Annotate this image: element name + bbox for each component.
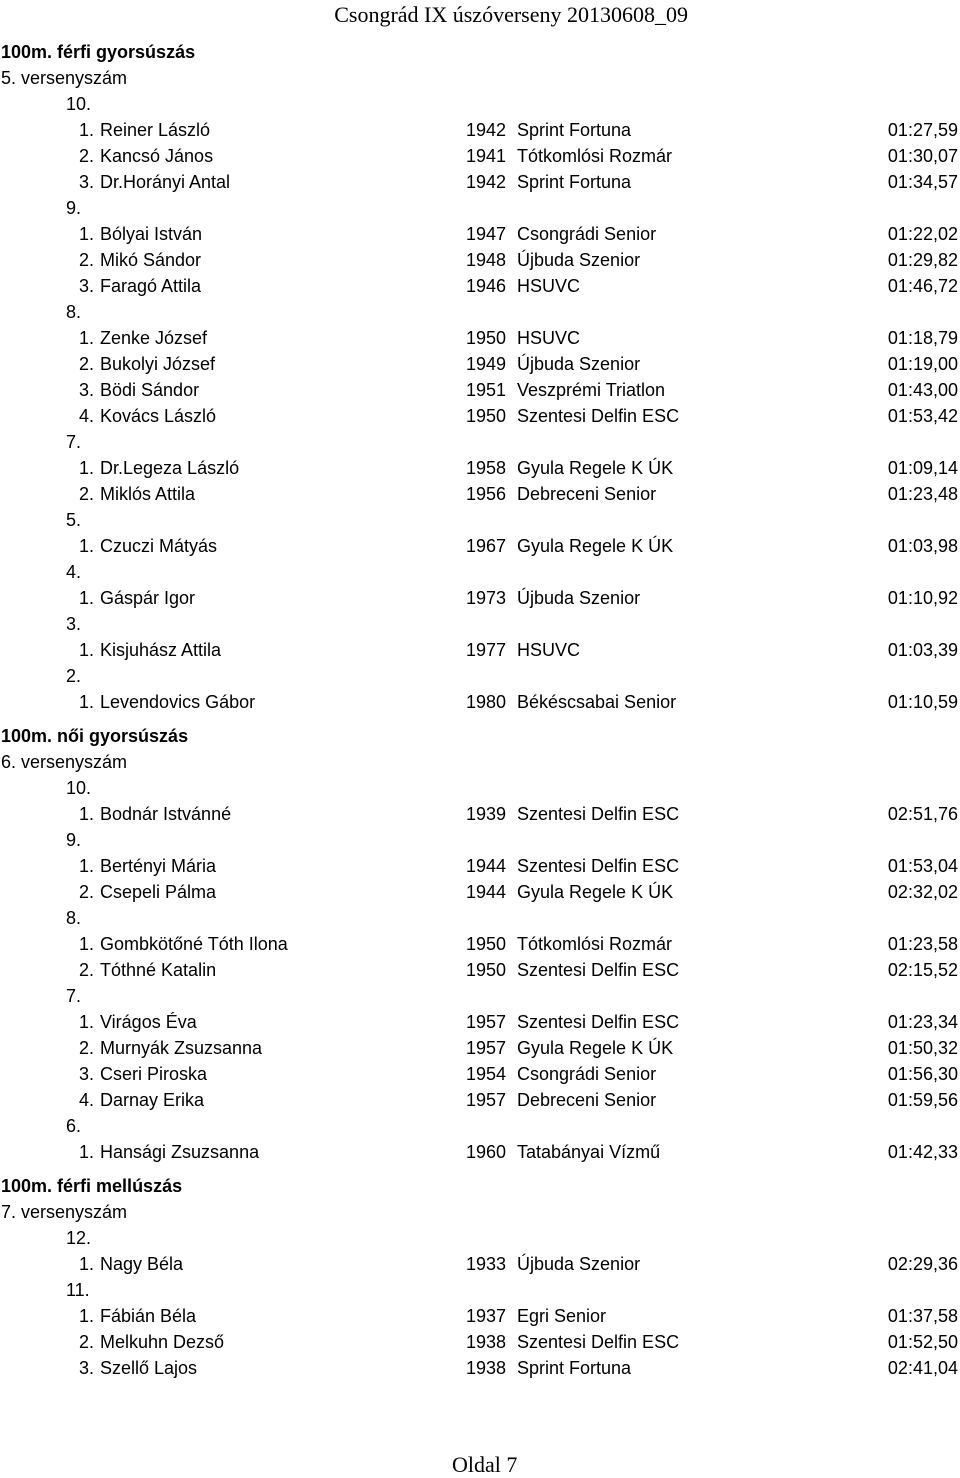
birth-year: 1957 — [466, 1012, 507, 1032]
result-place: 4. — [79, 406, 95, 426]
result-place: 2. — [79, 960, 95, 980]
club-name: Újbuda Szenior — [517, 250, 641, 270]
result-row — [0, 351, 960, 377]
result-row — [0, 169, 960, 195]
result-row — [0, 481, 960, 507]
age-group-label: 4. — [66, 562, 82, 582]
result-place: 2. — [79, 1332, 95, 1352]
swimmer-name: Bukolyi József — [100, 354, 216, 374]
result-time: 01:53,04 — [887, 856, 958, 876]
swimmer-name: Faragó Attila — [100, 276, 202, 296]
club-name: Egri Senior — [517, 1306, 607, 1326]
result-time: 01:10,92 — [887, 588, 958, 608]
result-row — [0, 377, 960, 403]
result-place: 2. — [79, 1038, 95, 1058]
results-list — [0, 39, 960, 1381]
result-place: 1. — [79, 536, 95, 556]
result-time: 01:23,34 — [887, 1012, 958, 1032]
result-row — [0, 637, 960, 663]
club-name: Tótkomlósi Rozmár — [517, 934, 673, 954]
result-time: 01:30,07 — [887, 146, 958, 166]
page-header-title: Csongrád IX úszóverseny 20130608_09 — [334, 2, 688, 27]
swimmer-name: Nagy Béla — [100, 1254, 184, 1274]
result-place: 1. — [79, 640, 95, 660]
result-time: 02:51,76 — [887, 804, 958, 824]
result-time: 01:23,58 — [887, 934, 958, 954]
swimmer-name: Cseri Piroska — [100, 1064, 208, 1084]
swimmer-name: Dr.Horányi Antal — [100, 172, 231, 192]
club-name: Szentesi Delfin ESC — [517, 960, 680, 980]
result-time: 01:37,58 — [887, 1306, 958, 1326]
birth-year: 1938 — [466, 1332, 507, 1352]
result-time: 01:19,00 — [887, 354, 958, 374]
result-time: 01:18,79 — [887, 328, 958, 348]
result-row — [0, 1035, 960, 1061]
swimmer-name: Melkuhn Dezső — [100, 1332, 225, 1352]
result-place: 2. — [79, 882, 95, 902]
birth-year: 1944 — [466, 882, 507, 902]
event-title: 100m. férfi gyorsúszás — [1, 42, 196, 62]
club-name: Debreceni Senior — [517, 484, 657, 504]
result-row — [0, 221, 960, 247]
swimmer-name: Kovács László — [100, 406, 217, 426]
club-name: Újbuda Szenior — [517, 1254, 641, 1274]
swimmer-name: Dr.Legeza László — [100, 458, 240, 478]
club-name: Veszprémi Triatlon — [517, 380, 666, 400]
birth-year: 1956 — [466, 484, 507, 504]
result-place: 2. — [79, 354, 95, 374]
age-group-label: 2. — [66, 666, 82, 686]
swimmer-name: Bólyai István — [100, 224, 203, 244]
club-name: Csongrádi Senior — [517, 1064, 657, 1084]
page-footer-number: Oldal 7 — [452, 1452, 518, 1477]
birth-year: 1944 — [466, 856, 507, 876]
result-row — [0, 117, 960, 143]
club-name: Tatabányai Vízmű — [517, 1142, 661, 1162]
club-name: Szentesi Delfin ESC — [517, 856, 680, 876]
club-name: HSUVC — [517, 640, 581, 660]
birth-year: 1942 — [466, 120, 507, 140]
result-place: 1. — [79, 224, 95, 244]
result-row — [0, 853, 960, 879]
result-place: 1. — [79, 328, 95, 348]
birth-year: 1941 — [466, 146, 507, 166]
swimmer-name: Miklós Attila — [100, 484, 196, 504]
swimmer-name: Szellő Lajos — [100, 1358, 198, 1378]
club-name: Gyula Regele K ÚK — [517, 882, 674, 902]
result-place: 2. — [79, 484, 95, 504]
age-group-label: 7. — [66, 432, 82, 452]
club-name: HSUVC — [517, 276, 581, 296]
result-time: 01:53,42 — [887, 406, 958, 426]
birth-year: 1946 — [466, 276, 507, 296]
result-row — [0, 689, 960, 715]
birth-year: 1960 — [466, 1142, 507, 1162]
result-place: 1. — [79, 458, 95, 478]
result-time: 01:23,48 — [887, 484, 958, 504]
result-time: 01:52,50 — [887, 1332, 958, 1352]
result-place: 1. — [79, 856, 95, 876]
swimmer-name: Gombkötőné Tóth Ilona — [100, 934, 288, 954]
age-group-label: 9. — [66, 198, 82, 218]
result-place: 3. — [79, 1358, 95, 1378]
club-name: HSUVC — [517, 328, 581, 348]
club-name: Csongrádi Senior — [517, 224, 657, 244]
result-time: 01:03,39 — [887, 640, 958, 660]
birth-year: 1958 — [466, 458, 507, 478]
swimmer-name: Csepeli Pálma — [100, 882, 217, 902]
result-time: 01:10,59 — [887, 692, 958, 712]
result-place: 3. — [79, 1064, 95, 1084]
result-row — [0, 931, 960, 957]
result-place: 2. — [79, 146, 95, 166]
result-row — [0, 1061, 960, 1087]
result-time: 02:32,02 — [887, 882, 958, 902]
result-row — [0, 1009, 960, 1035]
swimmer-name: Tóthné Katalin — [100, 960, 217, 980]
result-place: 1. — [79, 1142, 95, 1162]
result-place: 3. — [79, 380, 95, 400]
age-group-label: 6. — [66, 1116, 82, 1136]
birth-year: 1950 — [466, 934, 507, 954]
club-name: Szentesi Delfin ESC — [517, 1332, 680, 1352]
age-group-label: 9. — [66, 830, 82, 850]
swimmer-name: Levendovics Gábor — [100, 692, 256, 712]
result-time: 02:15,52 — [887, 960, 958, 980]
birth-year: 1933 — [466, 1254, 507, 1274]
event-number: 6. versenyszám — [1, 752, 128, 772]
club-name: Újbuda Szenior — [517, 588, 641, 608]
result-time: 02:29,36 — [887, 1254, 958, 1274]
swimmer-name: Gáspár Igor — [100, 588, 196, 608]
club-name: Újbuda Szenior — [517, 354, 641, 374]
birth-year: 1973 — [466, 588, 507, 608]
age-group-label: 5. — [66, 510, 82, 530]
result-row — [0, 247, 960, 273]
birth-year: 1967 — [466, 536, 507, 556]
swimmer-name: Zenke József — [100, 328, 208, 348]
age-group-label: 8. — [66, 908, 82, 928]
birth-year: 1937 — [466, 1306, 507, 1326]
birth-year: 1950 — [466, 328, 507, 348]
age-group-label: 12. — [66, 1228, 92, 1248]
result-time: 01:56,30 — [887, 1064, 958, 1084]
swimmer-name: Murnyák Zsuzsanna — [100, 1038, 263, 1058]
club-name: Debreceni Senior — [517, 1090, 657, 1110]
age-group-label: 8. — [66, 302, 82, 322]
result-row — [0, 325, 960, 351]
birth-year: 1949 — [466, 354, 507, 374]
result-place: 1. — [79, 804, 95, 824]
event-number: 7. versenyszám — [1, 1202, 128, 1222]
result-place: 1. — [79, 1306, 95, 1326]
result-row — [0, 273, 960, 299]
birth-year: 1951 — [466, 380, 507, 400]
result-time: 01:42,33 — [887, 1142, 958, 1162]
club-name: Szentesi Delfin ESC — [517, 804, 680, 824]
birth-year: 1957 — [466, 1038, 507, 1058]
club-name: Sprint Fortuna — [517, 120, 632, 140]
result-row — [0, 1251, 960, 1277]
swimmer-name: Reiner László — [100, 120, 211, 140]
club-name: Békéscsabai Senior — [517, 692, 677, 712]
result-row — [0, 801, 960, 827]
result-time: 01:03,98 — [887, 536, 958, 556]
result-row — [0, 879, 960, 905]
result-row — [0, 957, 960, 983]
swimmer-name: Mikó Sándor — [100, 250, 202, 270]
result-time: 02:41,04 — [887, 1358, 958, 1378]
swimmer-name: Darnay Erika — [100, 1090, 205, 1110]
event-title: 100m. női gyorsúszás — [1, 726, 189, 746]
result-row — [0, 455, 960, 481]
age-group-label: 7. — [66, 986, 82, 1006]
age-group-label: 10. — [66, 778, 92, 798]
result-place: 4. — [79, 1090, 95, 1110]
age-group-label: 11. — [66, 1280, 90, 1300]
result-place: 1. — [79, 934, 95, 954]
result-place: 2. — [79, 250, 95, 270]
birth-year: 1942 — [466, 172, 507, 192]
result-time: 01:59,56 — [887, 1090, 958, 1110]
swimmer-name: Kisjuhász Attila — [100, 640, 222, 660]
birth-year: 1939 — [466, 804, 507, 824]
result-row — [0, 403, 960, 429]
swimmer-name: Czuczi Mátyás — [100, 536, 218, 556]
result-time: 01:43,00 — [887, 380, 958, 400]
result-row — [0, 143, 960, 169]
result-row — [0, 1329, 960, 1355]
result-time: 01:27,59 — [887, 120, 958, 140]
result-row — [0, 1087, 960, 1113]
club-name: Tótkomlósi Rozmár — [517, 146, 673, 166]
result-time: 01:22,02 — [887, 224, 958, 244]
event-number: 5. versenyszám — [1, 68, 128, 88]
result-place: 1. — [79, 1012, 95, 1032]
result-place: 1. — [79, 692, 95, 712]
club-name: Gyula Regele K ÚK — [517, 458, 674, 478]
event-title: 100m. férfi mellúszás — [1, 1176, 183, 1196]
result-time: 01:34,57 — [887, 172, 958, 192]
swimmer-name: Fábián Béla — [100, 1306, 197, 1326]
result-place: 1. — [79, 120, 95, 140]
swimmer-name: Kancsó János — [100, 146, 214, 166]
swimmer-name: Virágos Éva — [100, 1012, 197, 1032]
result-time: 01:09,14 — [887, 458, 958, 478]
age-group-label: 3. — [66, 614, 82, 634]
birth-year: 1947 — [466, 224, 507, 244]
result-place: 1. — [79, 1254, 95, 1274]
birth-year: 1977 — [466, 640, 507, 660]
swimmer-name: Hansági Zsuzsanna — [100, 1142, 260, 1162]
birth-year: 1948 — [466, 250, 507, 270]
result-row — [0, 1303, 960, 1329]
swimmer-name: Bödi Sándor — [100, 380, 200, 400]
club-name: Szentesi Delfin ESC — [517, 406, 680, 426]
result-row — [0, 533, 960, 559]
swimmer-name: Bertényi Mária — [100, 856, 217, 876]
swimmer-name: Bodnár Istvánné — [100, 804, 232, 824]
club-name: Sprint Fortuna — [517, 172, 632, 192]
result-time: 01:29,82 — [887, 250, 958, 270]
result-place: 3. — [79, 172, 95, 192]
birth-year: 1957 — [466, 1090, 507, 1110]
result-row — [0, 1139, 960, 1165]
result-row — [0, 585, 960, 611]
club-name: Sprint Fortuna — [517, 1358, 632, 1378]
result-time: 01:46,72 — [887, 276, 958, 296]
club-name: Gyula Regele K ÚK — [517, 1038, 674, 1058]
age-group-label: 10. — [66, 94, 92, 114]
result-row — [0, 1355, 960, 1381]
result-time: 01:50,32 — [887, 1038, 958, 1058]
birth-year: 1938 — [466, 1358, 507, 1378]
result-place: 1. — [79, 588, 95, 608]
club-name: Gyula Regele K ÚK — [517, 536, 674, 556]
club-name: Szentesi Delfin ESC — [517, 1012, 680, 1032]
result-place: 3. — [79, 276, 95, 296]
birth-year: 1980 — [466, 692, 507, 712]
birth-year: 1954 — [466, 1064, 507, 1084]
birth-year: 1950 — [466, 960, 507, 980]
birth-year: 1950 — [466, 406, 507, 426]
